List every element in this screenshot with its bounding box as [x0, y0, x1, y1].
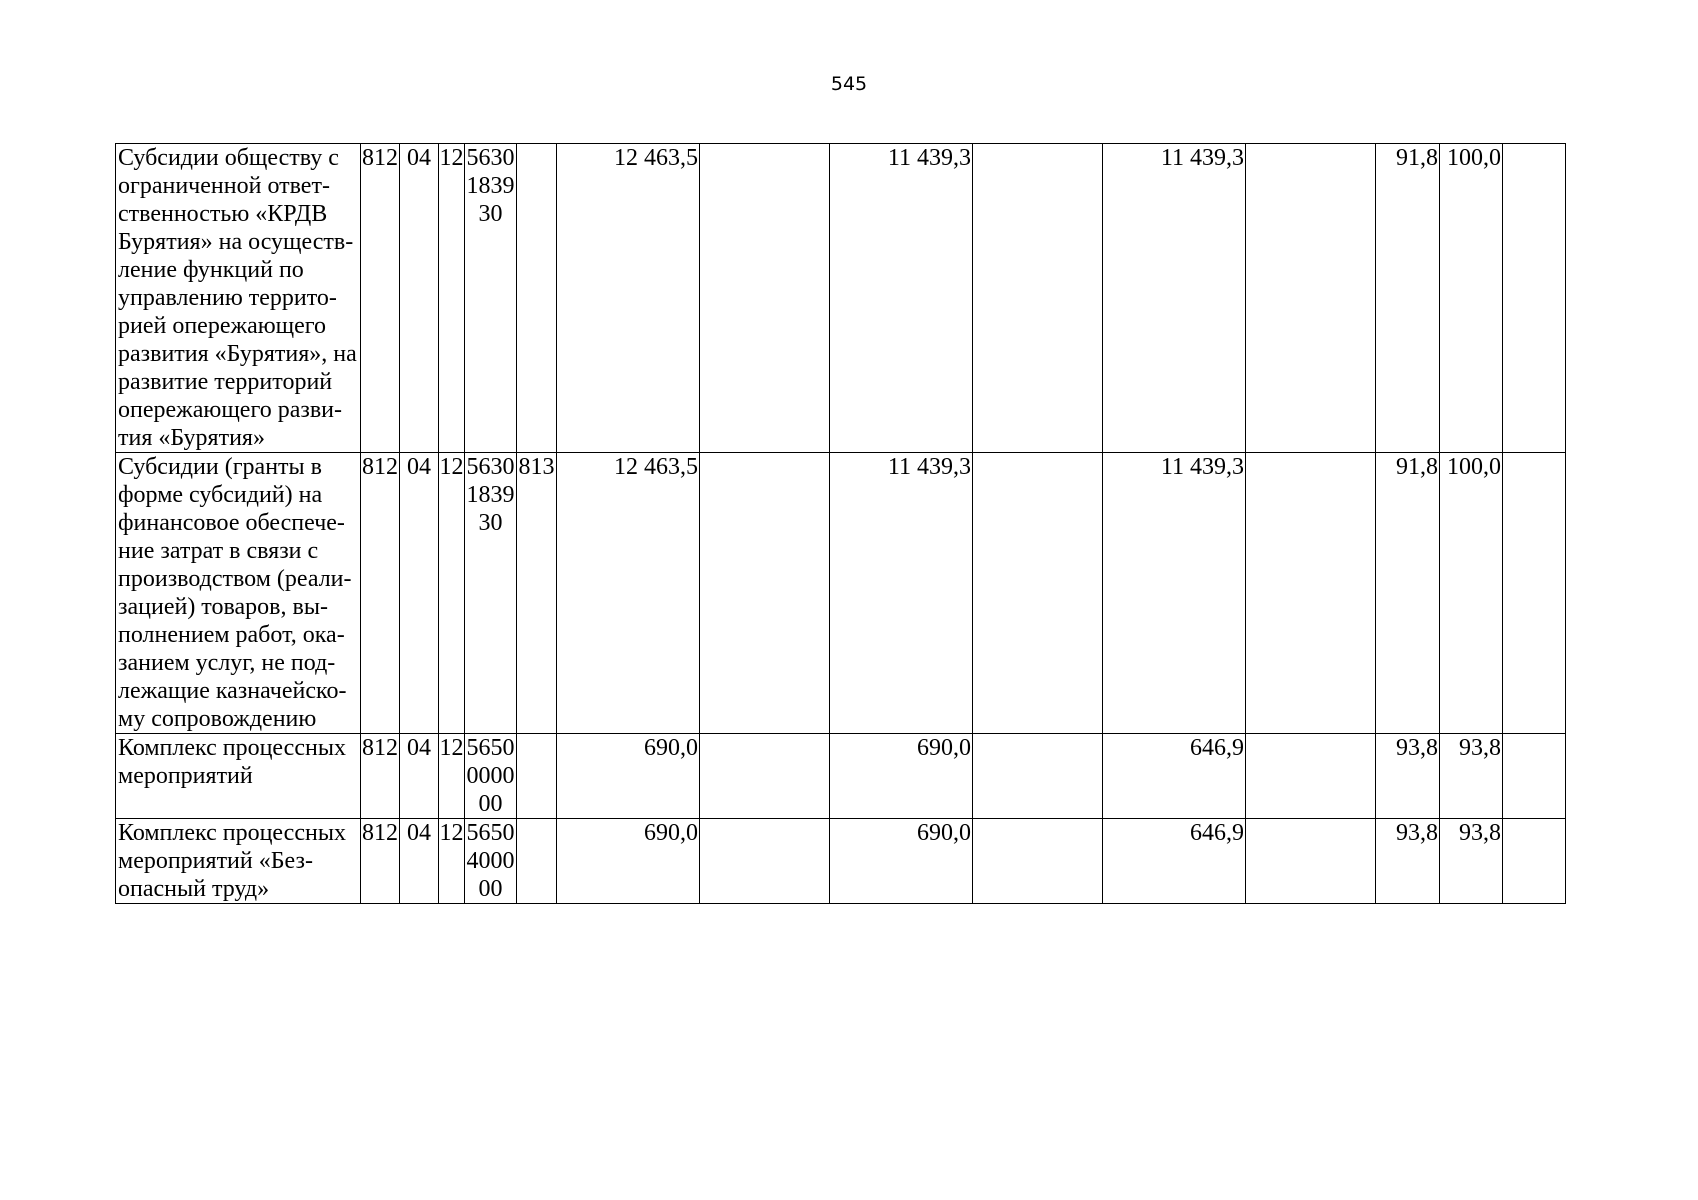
- refined-amount-cell: 690,0: [830, 819, 973, 904]
- percent-refined-cell: 100,0: [1440, 144, 1503, 453]
- csr-code-line: 30: [478, 201, 503, 227]
- item-name-cell: [116, 734, 361, 819]
- budget-table: [115, 143, 1566, 904]
- vr-cell: [517, 819, 557, 904]
- item-name-line: ственностью «КРДВ: [118, 201, 328, 227]
- pr-cell: 12: [439, 734, 465, 819]
- table-row: [116, 819, 1566, 904]
- vr-cell: [517, 734, 557, 819]
- csr-code-cell: [465, 819, 517, 904]
- grbs-cell: 812: [361, 453, 400, 734]
- rz-cell: 04: [400, 453, 439, 734]
- refined-extra-cell: [973, 819, 1103, 904]
- percent-refined-cell: 93,8: [1440, 734, 1503, 819]
- executed-extra-cell: [1246, 144, 1376, 453]
- rz-cell: 04: [400, 144, 439, 453]
- item-name-cell: [116, 144, 361, 453]
- executed-amount-cell: 11 439,3: [1103, 453, 1246, 734]
- item-name-line: ограниченной ответ-: [118, 173, 330, 199]
- csr-code-line: 5630: [466, 454, 515, 480]
- table-body: [116, 144, 1566, 904]
- csr-code-line: 00: [478, 876, 503, 902]
- grbs-cell: 812: [361, 144, 400, 453]
- item-name-line: производством (реали-: [118, 566, 352, 592]
- item-name-line: Комплекс процессных: [118, 735, 346, 761]
- refined-extra-cell: [973, 734, 1103, 819]
- item-name-line: рией опережающего: [118, 313, 327, 339]
- item-name-line: му сопровождению: [118, 706, 317, 732]
- csr-code-cell: [465, 453, 517, 734]
- csr-code-line: 1839: [466, 173, 515, 199]
- item-name-line: форме субсидий) на: [118, 482, 323, 508]
- grbs-cell: 812: [361, 819, 400, 904]
- csr-code-line: 5630: [466, 145, 515, 171]
- table-row: [116, 453, 1566, 734]
- item-name-line: мероприятий: [118, 763, 253, 789]
- executed-amount-cell: 646,9: [1103, 734, 1246, 819]
- plan-extra-cell: [700, 453, 830, 734]
- table-row: [116, 734, 1566, 819]
- trailing-cell: [1503, 734, 1566, 819]
- item-name-line: Комплекс процессных: [118, 820, 346, 846]
- csr-code-cell: [465, 144, 517, 453]
- item-name-line: лежащие казначейско-: [118, 678, 347, 704]
- csr-code-line: 5650: [466, 735, 515, 761]
- item-name-line: Бурятия» на осуществ-: [118, 229, 354, 255]
- csr-code-line: 30: [478, 510, 503, 536]
- pr-cell: 12: [439, 453, 465, 734]
- item-name-line: Субсидии (гранты в: [118, 454, 322, 480]
- item-name-line: управлению террито-: [118, 285, 337, 311]
- vr-cell: [517, 144, 557, 453]
- refined-extra-cell: [973, 453, 1103, 734]
- csr-code-line: 1839: [466, 482, 515, 508]
- percent-plan-cell: 91,8: [1376, 144, 1440, 453]
- trailing-cell: [1503, 819, 1566, 904]
- plan-amount-cell: 690,0: [557, 819, 700, 904]
- plan-extra-cell: [700, 734, 830, 819]
- percent-plan-cell: 93,8: [1376, 734, 1440, 819]
- plan-amount-cell: 690,0: [557, 734, 700, 819]
- percent-plan-cell: 93,8: [1376, 819, 1440, 904]
- plan-extra-cell: [700, 144, 830, 453]
- item-name-line: ление функций по: [118, 257, 304, 283]
- trailing-cell: [1503, 453, 1566, 734]
- refined-extra-cell: [973, 144, 1103, 453]
- plan-amount-cell: 12 463,5: [557, 453, 700, 734]
- item-name-line: полнением работ, ока-: [118, 622, 345, 648]
- csr-code-line: 4000: [466, 848, 515, 874]
- vr-cell: 813: [517, 453, 557, 734]
- refined-amount-cell: 690,0: [830, 734, 973, 819]
- csr-code-line: 00: [478, 791, 503, 817]
- item-name-line: занием услуг, не под-: [118, 650, 336, 676]
- percent-refined-cell: 100,0: [1440, 453, 1503, 734]
- plan-extra-cell: [700, 819, 830, 904]
- csr-code-cell: [465, 734, 517, 819]
- executed-extra-cell: [1246, 734, 1376, 819]
- refined-amount-cell: 11 439,3: [830, 453, 973, 734]
- plan-amount-cell: 12 463,5: [557, 144, 700, 453]
- refined-amount-cell: 11 439,3: [830, 144, 973, 453]
- pr-cell: 12: [439, 144, 465, 453]
- csr-code-line: 0000: [466, 763, 515, 789]
- item-name-line: Субсидии обществу с: [118, 145, 339, 171]
- grbs-cell: 812: [361, 734, 400, 819]
- item-name-line: ние затрат в связи с: [118, 538, 319, 564]
- item-name-line: опережающего разви-: [118, 397, 342, 423]
- item-name-line: финансовое обеспече-: [118, 510, 345, 536]
- trailing-cell: [1503, 144, 1566, 453]
- item-name-cell: [116, 819, 361, 904]
- item-name-line: зацией) товаров, вы-: [118, 594, 328, 620]
- executed-extra-cell: [1246, 453, 1376, 734]
- item-name-line: развития «Бурятия», на: [118, 341, 357, 367]
- csr-code-line: 5650: [466, 820, 515, 846]
- item-name-cell: [116, 453, 361, 734]
- item-name-line: развитие территорий: [118, 369, 333, 395]
- item-name-line: опасный труд»: [118, 876, 270, 902]
- executed-amount-cell: 11 439,3: [1103, 144, 1246, 453]
- rz-cell: 04: [400, 819, 439, 904]
- percent-refined-cell: 93,8: [1440, 819, 1503, 904]
- executed-amount-cell: 646,9: [1103, 819, 1246, 904]
- table-row: [116, 144, 1566, 453]
- item-name-line: мероприятий «Без-: [118, 848, 313, 874]
- executed-extra-cell: [1246, 819, 1376, 904]
- page-number: 545: [830, 73, 868, 95]
- item-name-line: тия «Бурятия»: [118, 425, 265, 451]
- percent-plan-cell: 91,8: [1376, 453, 1440, 734]
- rz-cell: 04: [400, 734, 439, 819]
- pr-cell: 12: [439, 819, 465, 904]
